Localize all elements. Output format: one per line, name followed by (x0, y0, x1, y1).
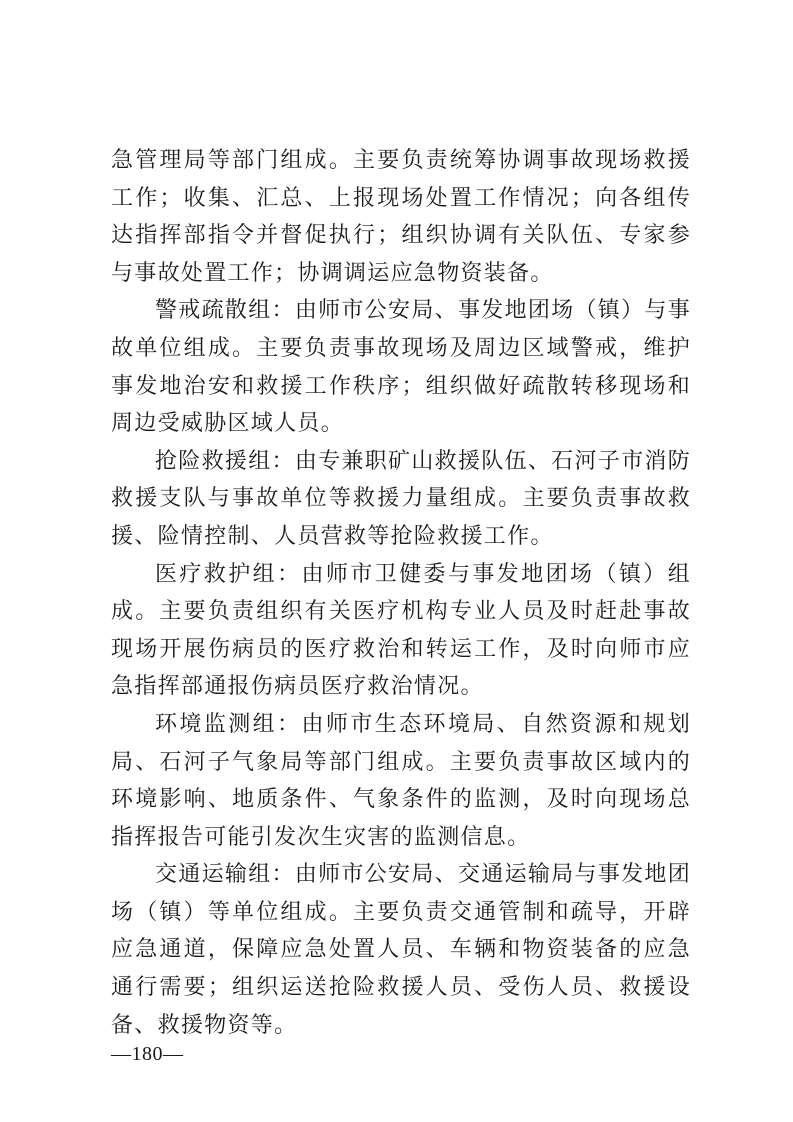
body-text (111, 142, 691, 1044)
page-number: —180— (111, 1043, 184, 1065)
paragraph-medical-group: 医疗救护组：由师市卫健委与事发地团场（镇）组成。主要负责组织有关医疗机构专业人员及时赶赴事故现场开展伤病员的医疗救治和转运工作，及时向师市应急指挥部通报伤病员医疗救治情况。 (111, 561, 691, 700)
paragraph-cordon-evacuation-group: 警戒疏散组：由师市公安局、事发地团场（镇）与事故单位组成。主要负责事故现场及周边区域警戒，维护事发地治安和救援工作秩序；组织做好疏散转移现场和周边受威胁区域人员。 (111, 298, 691, 437)
paragraph-environment-monitoring-group: 环境监测组：由师市生态环境局、自然资源和规划局、石河子气象局等部门组成。主要负责事故区域内的环境影响、地质条件、气象条件的监测，及时向现场总指挥报告可能引发次生灾害的监测信息。 (111, 711, 691, 850)
paragraph-command-group-continued: 急管理局等部门组成。主要负责统筹协调事故现场救援工作；收集、汇总、上报现场处置工作情况；向各组传达指挥部指令并督促执行；组织协调有关队伍、专家参与事故处置工作；协调调运应急物资装备。 (111, 148, 691, 286)
paragraph-transport-group: 交通运输组：由师市公安局、交通运输局与事发地团场（镇）等单位组成。主要负责交通管制和疏导，开辟应急通道，保障应急处置人员、车辆和物资装备的应急通行需要；组织运送抢险救援人员、受伤人员、救援设备、救援物资等。 (111, 862, 691, 1038)
paragraph-rescue-group: 抢险救援组：由专兼职矿山救援队伍、石河子市消防救援支队与事故单位等救援力量组成。主要负责事故救援、险情控制、人员营救等抢险救援工作。 (111, 448, 691, 549)
